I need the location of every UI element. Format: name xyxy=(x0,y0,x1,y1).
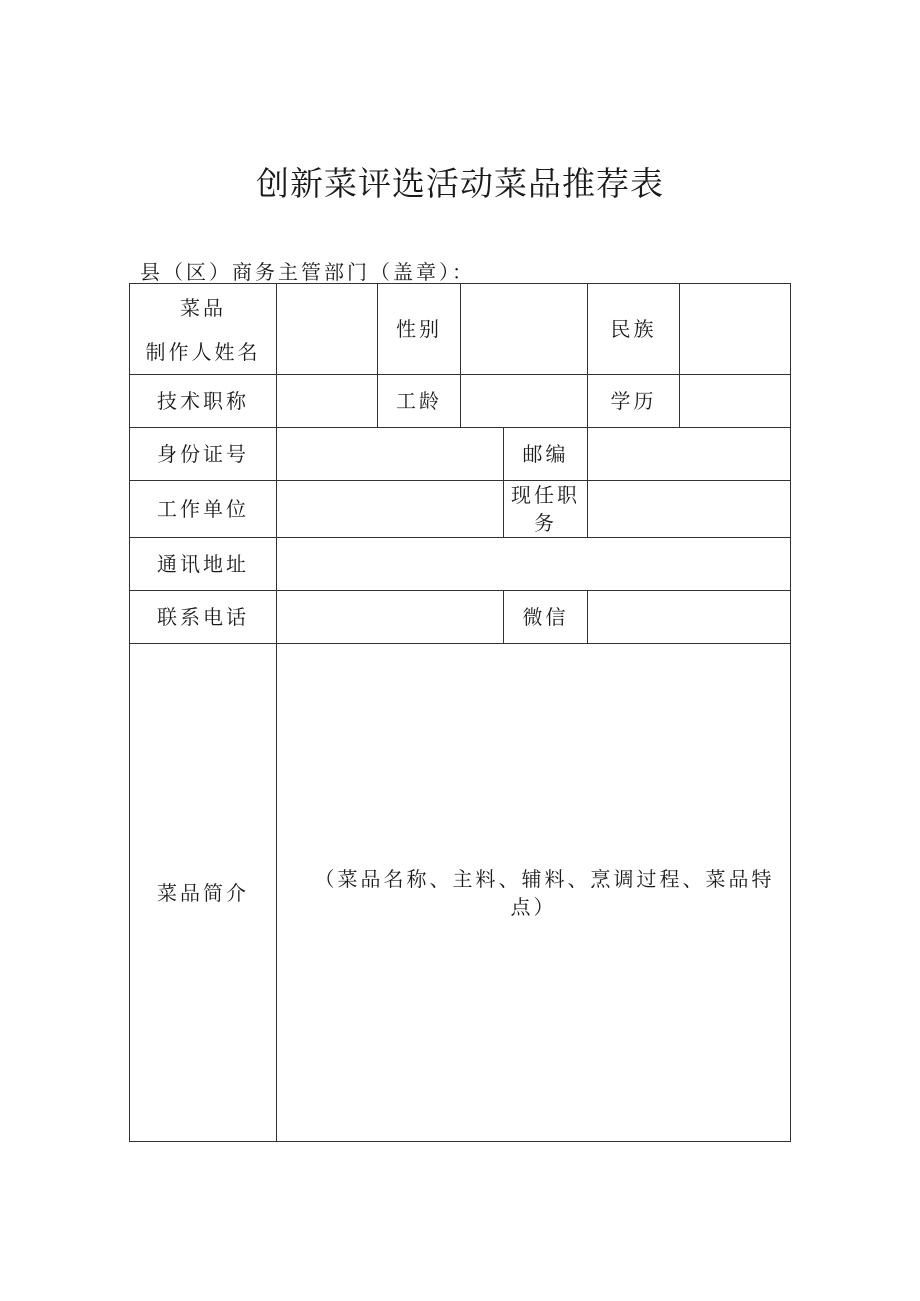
employer-field[interactable] xyxy=(277,481,504,538)
name-label-line1: 菜品 xyxy=(180,296,226,320)
seniority-field[interactable] xyxy=(461,375,588,428)
tech-title-field[interactable] xyxy=(277,375,378,428)
position-field[interactable] xyxy=(588,481,791,538)
form-row-title xyxy=(130,375,791,428)
wechat-field[interactable] xyxy=(588,591,791,644)
education-field[interactable] xyxy=(680,375,791,428)
dish-intro-hint: （菜品名称、主料、辅料、烹调过程、菜品特点） xyxy=(314,866,775,919)
education-label: 学历 xyxy=(588,375,680,428)
form-row-id xyxy=(130,428,791,481)
ethnicity-label: 民族 xyxy=(588,284,680,375)
name-label xyxy=(146,284,261,374)
form-row-contact xyxy=(130,591,791,644)
phone-field[interactable] xyxy=(277,591,504,644)
gender-field[interactable] xyxy=(461,284,588,375)
seniority-label: 工龄 xyxy=(378,375,461,428)
wechat-label: 微信 xyxy=(504,591,588,644)
form-row-employer xyxy=(130,481,791,538)
employer-label: 工作单位 xyxy=(130,481,277,538)
ethnicity-field[interactable] xyxy=(680,284,791,375)
form-row-address xyxy=(130,538,791,591)
stamp-line: 县（区）商务主管部门（盖章）： xyxy=(140,260,475,284)
tech-title-label: 技术职称 xyxy=(130,375,277,428)
name-field[interactable] xyxy=(277,284,378,375)
dish-intro-field[interactable] xyxy=(277,644,791,1142)
address-label: 通讯地址 xyxy=(130,538,277,591)
document-title: 创新菜评选活动菜品推荐表 xyxy=(256,164,664,203)
id-number-label: 身份证号 xyxy=(130,428,277,481)
position-label: 现任职务 xyxy=(504,481,588,538)
postcode-field[interactable] xyxy=(588,428,791,481)
gender-label: 性别 xyxy=(378,284,461,375)
name-label-cell xyxy=(130,284,277,375)
form-row-intro xyxy=(130,644,791,1142)
postcode-label: 邮编 xyxy=(504,428,588,481)
recommendation-form-table xyxy=(129,283,791,1142)
name-label-line2: 制作人姓名 xyxy=(145,340,261,364)
address-field[interactable] xyxy=(277,538,791,591)
form-row-name xyxy=(130,284,791,375)
phone-label: 联系电话 xyxy=(130,591,277,644)
id-number-field[interactable] xyxy=(277,428,504,481)
dish-intro-label: 菜品简介 xyxy=(130,644,277,1142)
